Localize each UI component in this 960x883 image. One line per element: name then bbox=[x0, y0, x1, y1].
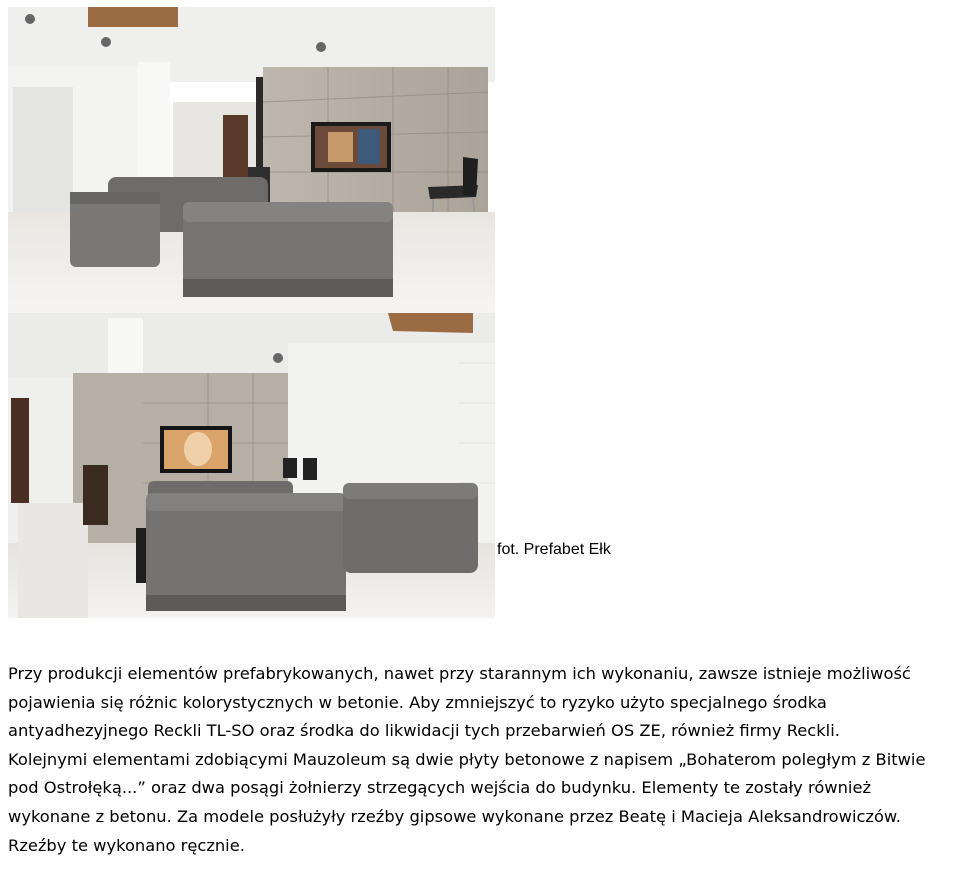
paragraph-2: Kolejnymi elementami zdobiącymi Mauzoleum są dwie płyty betonowe z napisem „Bohaterom poległym z Bitwie pod Ostrołęką...” oraz dwa posągi żołnierzy strzegących wejścia do budynku. Elementy te zostały również wykonane z betonu. Za modele posłużyły rzeźby gipsowe wykonane przez Beatę i Macieja Aleksandrowiczów. Rzeźby te wykonano ręcznie. bbox=[8, 749, 926, 855]
article-body bbox=[8, 660, 958, 860]
interior-photo-bottom-image bbox=[8, 313, 495, 618]
interior-photo-top-image bbox=[8, 7, 495, 313]
interior-photo-bottom bbox=[8, 313, 495, 618]
photo-caption: fot. Prefabet Ełk bbox=[497, 541, 611, 558]
paragraph-1: Przy produkcji elementów prefabrykowanych, nawet przy starannym ich wykonaniu, zawsze istnieje możliwość pojawienia się różnic kolorystycznych w betonie. Aby zmniejszyć to ryzyko użyto specjalnego środka antyadhezyjnego Reckli TL-SO oraz środka do likwidacji tych przebarwień OS ZE, również firmy Reckli. bbox=[8, 664, 911, 741]
interior-photo-top bbox=[8, 7, 495, 313]
